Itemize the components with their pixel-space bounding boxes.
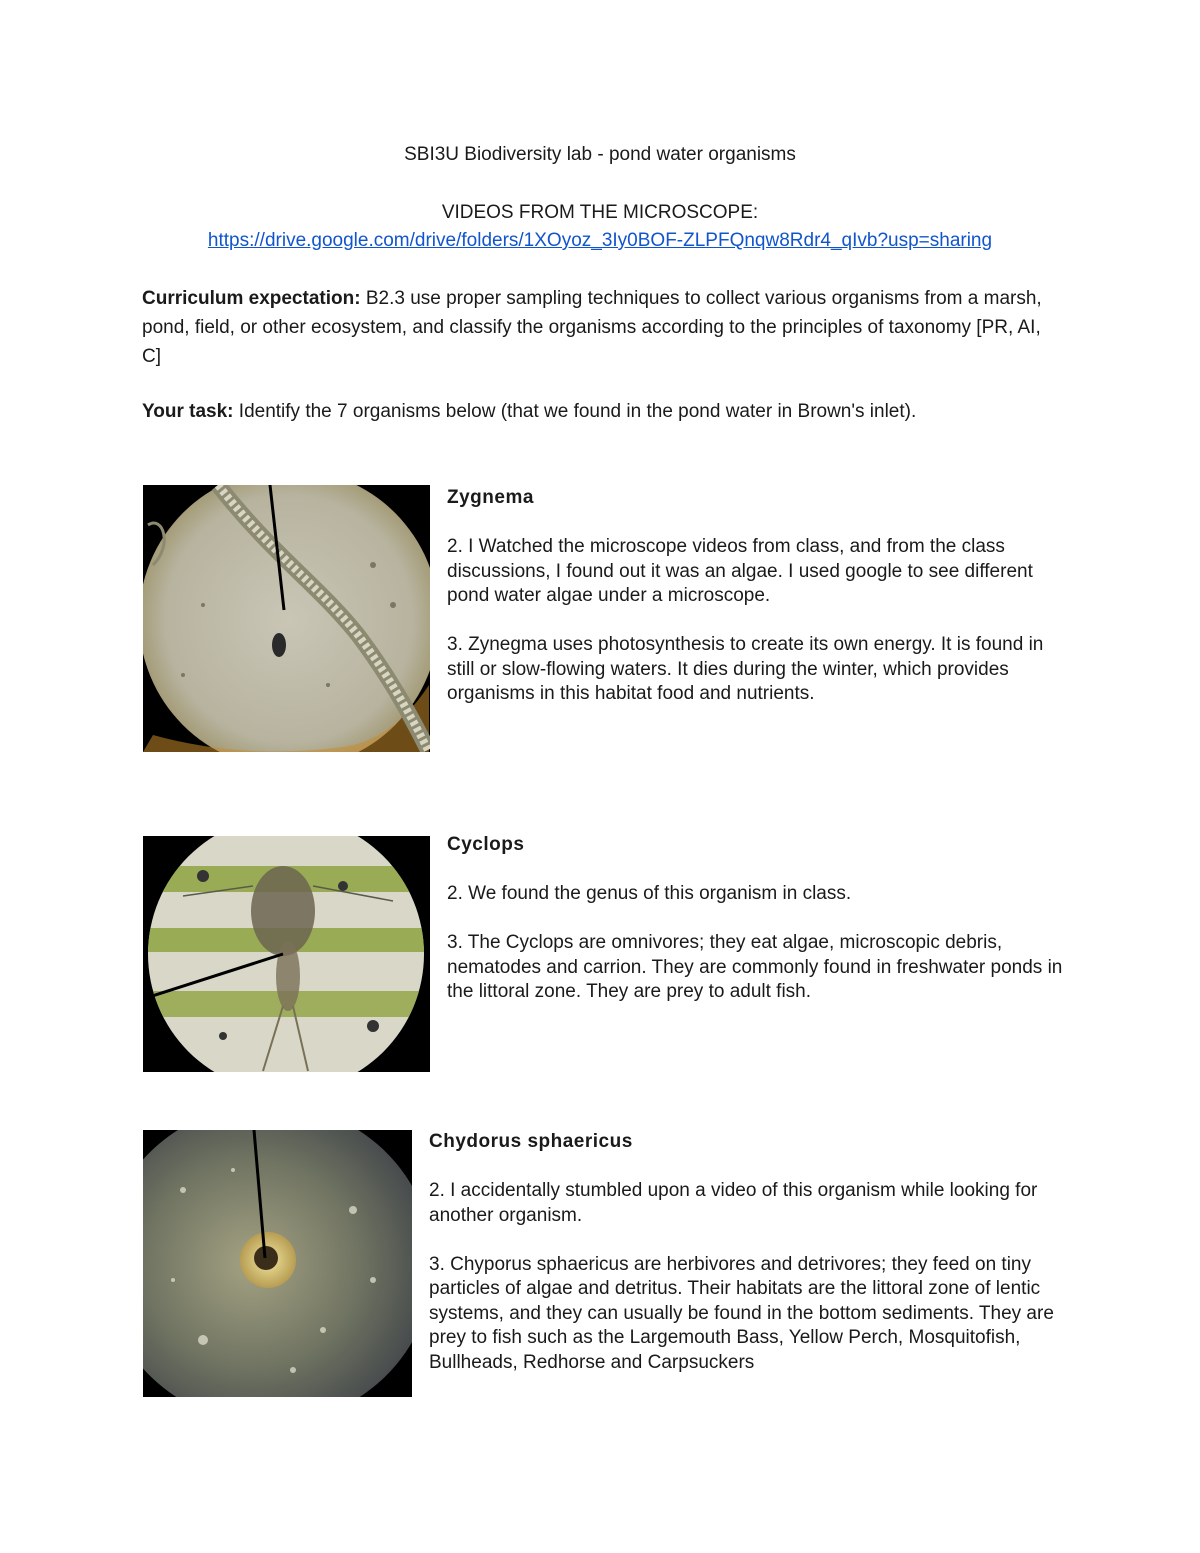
- organism-point-2: 2. I Watched the microscope videos from class, and from the class discussions, I found out it was an algae. I used google to see different pond water algae under a microscope.: [447, 536, 1033, 606]
- task-text: Identify the 7 organisms below (that we found in the pond water in Brown's inlet).: [238, 401, 917, 422]
- organism-point-3: 3. The Cyclops are omnivores; they eat algae, microscopic debris, nematodes and carrion. They are commonly found in freshwater ponds in the littoral zone. They are prey to adult fish.: [447, 932, 1063, 1002]
- organism-point-3: 3. Chyporus sphaericus are herbivores and detrivores; they feed on tiny particles of algae and detritus. Their habitats are the littoral zone of lentic systems, and they can usually be found in the bottom sediments. They are prey to fish such as the Largemouth Bass, Yellow Perch, Mosquitofish, Bullheads, Redhorse and Carpsuckers: [429, 1253, 1054, 1373]
- chydorus-micrograph: [143, 1130, 412, 1397]
- curriculum-text: B2.3 use proper sampling techniques to collect various organisms from a marsh, pond, field, or other ecosystem, and classify the organisms according to the principles of taxonomy [PR, AI, C]: [142, 288, 1042, 367]
- zygnema-micrograph: [143, 485, 430, 752]
- organism-name: Zygnema: [447, 487, 534, 508]
- task-label: Your task:: [142, 401, 234, 422]
- videos-link[interactable]: https://drive.google.com/drive/folders/1XOyoz_3Iy0BOF-ZLPFQnqw8Rdr4_qIvb?usp=sharing: [207, 230, 993, 251]
- curriculum-paragraph: [142, 284, 1042, 371]
- videos-label: VIDEOS FROM THE MICROSCOPE:: [441, 202, 759, 223]
- curriculum-label: Curriculum expectation:: [142, 288, 361, 309]
- chydorus-entry: [429, 1130, 1069, 1375]
- cyclops-micrograph: [143, 836, 430, 1072]
- organism-point-3: 3. Zynegma uses photosynthesis to create its own energy. It is found in still or slow-flowing waters. It dies during the winter, which provides organisms in this habitat food and nutrients.: [447, 634, 1044, 704]
- organism-name: Cyclops: [447, 834, 525, 855]
- document-title: SBI3U Biodiversity lab - pond water organisms: [404, 144, 796, 165]
- zygnema-entry: [447, 486, 1067, 707]
- organism-name: Chydorus sphaericus: [429, 1131, 633, 1152]
- task-paragraph: [142, 397, 1042, 426]
- organism-point-2: 2. We found the genus of this organism in class.: [447, 883, 852, 904]
- cyclops-entry: [447, 833, 1067, 1005]
- organism-point-2: 2. I accidentally stumbled upon a video of this organism while looking for another organism.: [429, 1180, 1038, 1226]
